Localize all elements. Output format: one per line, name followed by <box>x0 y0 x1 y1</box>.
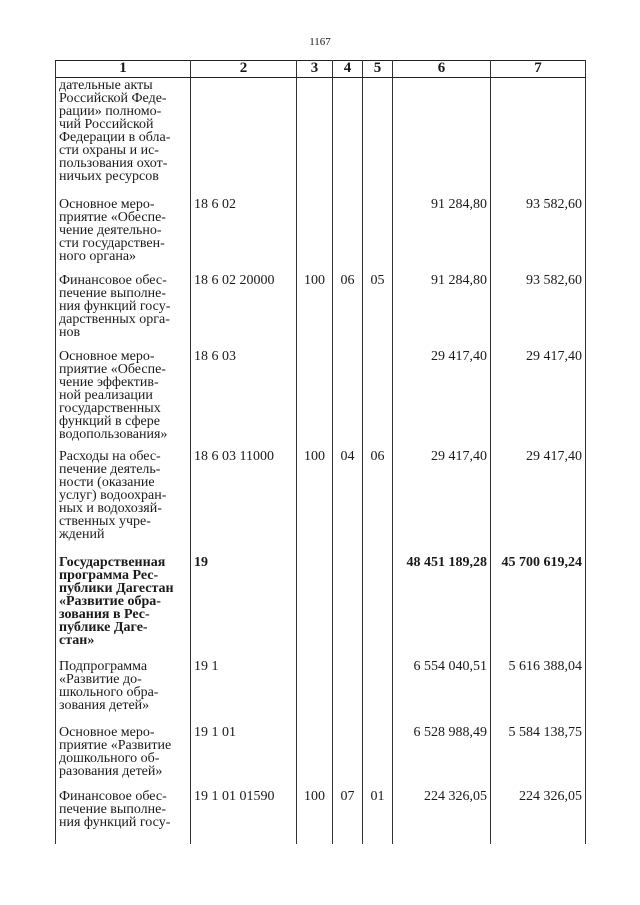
row-name-line: приятие «Развитие <box>59 737 172 753</box>
row-name-line: нов <box>59 324 81 340</box>
row-name-line: государственных <box>59 400 161 416</box>
table-row <box>56 660 586 726</box>
amount-col6-cell: 48 451 189,28 <box>393 556 491 660</box>
col5-cell <box>363 726 393 790</box>
row-name-line: ного органа» <box>59 248 137 264</box>
col4-cell <box>333 78 363 198</box>
col3-cell <box>297 350 333 450</box>
row-name-line: Финансовое обес- <box>59 272 167 288</box>
row-name-line: Основное меро- <box>59 196 155 212</box>
row-name-line: публики Дагестан <box>59 580 174 596</box>
table-row <box>56 350 586 450</box>
row-name-line: чий Российской <box>59 117 154 132</box>
row-name-line: Основное меро- <box>59 724 155 740</box>
amount-col7-cell: 29 417,40 <box>491 350 586 450</box>
amount-col7-cell: 93 582,60 <box>491 198 586 274</box>
col5-cell: 05 <box>363 274 393 350</box>
col4-cell <box>333 198 363 274</box>
row-name-line: ных и водохозяй- <box>59 500 162 516</box>
code-cell: 19 <box>191 556 297 660</box>
row-name-line: публике Даге- <box>59 619 148 635</box>
col3-cell <box>297 726 333 790</box>
row-name-line: рации» полномо- <box>59 104 162 119</box>
budget-table <box>55 60 586 844</box>
row-name-line: водопользования» <box>59 426 168 442</box>
row-name <box>56 726 191 790</box>
row-name-line: сти государствен- <box>59 235 165 251</box>
col3-cell <box>297 660 333 726</box>
row-name-line: ния функций госу- <box>59 298 171 314</box>
col5-cell <box>363 350 393 450</box>
code-cell: 18 6 02 20000 <box>191 274 297 350</box>
header-row <box>56 61 586 78</box>
col5-cell <box>363 198 393 274</box>
row-name-line: программа Рес- <box>59 567 159 583</box>
row-name-line: пользования охот- <box>59 156 168 171</box>
row-name-line: функций в сфере <box>59 413 160 429</box>
row-name-line: ности (оказание <box>59 474 155 490</box>
header-col-6: 6 <box>393 61 491 78</box>
amount-col6-cell: 29 417,40 <box>393 350 491 450</box>
col3-cell <box>297 198 333 274</box>
amount-col7-cell: 45 700 619,24 <box>491 556 586 660</box>
row-name-line: «Развитие до- <box>59 671 142 687</box>
row-name-line: печение выполне- <box>59 801 166 817</box>
row-name <box>56 660 191 726</box>
row-name-line: чение эффектив- <box>59 374 159 390</box>
col4-cell <box>333 556 363 660</box>
col4-cell <box>333 726 363 790</box>
row-name <box>56 450 191 556</box>
col3-cell <box>297 556 333 660</box>
page-number: 1167 <box>309 36 331 48</box>
row-name-line: ждений <box>59 526 105 542</box>
row-name-line: школьного обра- <box>59 684 159 700</box>
code-cell: 18 6 02 <box>191 198 297 274</box>
col5-cell <box>363 660 393 726</box>
amount-col7-cell: 5 584 138,75 <box>491 726 586 790</box>
row-name-line: «Развитие обра- <box>59 593 161 609</box>
row-name-line: чение деятельно- <box>59 222 162 238</box>
header-col-4: 4 <box>333 61 363 78</box>
row-name-line: Государственная <box>59 554 166 570</box>
col4-cell: 06 <box>333 274 363 350</box>
amount-col6-cell: 91 284,80 <box>393 198 491 274</box>
row-name <box>56 790 191 844</box>
header-col-2: 2 <box>191 61 297 78</box>
col4-cell: 04 <box>333 450 363 556</box>
row-name-line: ственных учре- <box>59 513 151 529</box>
row-name-line: Основное меро- <box>59 348 155 364</box>
header-col-5: 5 <box>363 61 393 78</box>
row-name-line: стан» <box>59 632 95 648</box>
row-name-line: услуг) водоохран- <box>59 487 167 503</box>
amount-col6-cell: 29 417,40 <box>393 450 491 556</box>
code-cell: 19 1 01 <box>191 726 297 790</box>
row-name-line: ной реализации <box>59 387 153 403</box>
row-name-line: печение деятель- <box>59 461 161 477</box>
amount-col7-cell <box>491 78 586 198</box>
col5-cell <box>363 556 393 660</box>
row-name-line: печение выполне- <box>59 285 166 301</box>
table-row <box>56 790 586 844</box>
amount-col6-cell: 91 284,80 <box>393 274 491 350</box>
amount-col6-cell: 6 554 040,51 <box>393 660 491 726</box>
row-name <box>56 78 191 198</box>
col3-cell: 100 <box>297 790 333 844</box>
table-row <box>56 78 586 198</box>
col5-cell <box>363 78 393 198</box>
row-name <box>56 350 191 450</box>
table-body <box>56 78 586 844</box>
code-cell: 19 1 01 01590 <box>191 790 297 844</box>
amount-col6-cell <box>393 78 491 198</box>
row-name-line: приятие «Обеспе- <box>59 209 166 225</box>
table-row <box>56 450 586 556</box>
row-name <box>56 274 191 350</box>
table-row <box>56 198 586 274</box>
row-name-line: приятие «Обеспе- <box>59 361 166 377</box>
amount-col6-cell: 224 326,05 <box>393 790 491 844</box>
row-name-line: дательные акты <box>59 78 153 93</box>
table-row <box>56 726 586 790</box>
col3-cell: 100 <box>297 274 333 350</box>
row-name-line: Российской Феде- <box>59 91 167 106</box>
row-name-line: Подпрограмма <box>59 658 148 674</box>
amount-col7-cell: 29 417,40 <box>491 450 586 556</box>
row-name <box>56 198 191 274</box>
col5-cell: 01 <box>363 790 393 844</box>
header-col-7: 7 <box>491 61 586 78</box>
row-name-line: сти охраны и ис- <box>59 143 159 158</box>
row-name-line: Расходы на обес- <box>59 448 161 464</box>
col4-cell <box>333 660 363 726</box>
row-name-line: ния функций госу- <box>59 814 171 830</box>
row-name-line: ничьих ресурсов <box>59 169 159 184</box>
row-name-line: зования в Рес- <box>59 606 150 622</box>
amount-col7-cell: 224 326,05 <box>491 790 586 844</box>
row-name-line: дошкольного об- <box>59 750 160 766</box>
row-name-line: зования детей» <box>59 697 150 713</box>
amount-col6-cell: 6 528 988,49 <box>393 726 491 790</box>
header-col-1: 1 <box>56 61 191 78</box>
row-name-line: Финансовое обес- <box>59 788 167 804</box>
amount-col7-cell: 5 616 388,04 <box>491 660 586 726</box>
code-cell: 19 1 <box>191 660 297 726</box>
col3-cell <box>297 78 333 198</box>
row-name-line: дарственных орга- <box>59 311 170 327</box>
table-row <box>56 556 586 660</box>
col4-cell: 07 <box>333 790 363 844</box>
col5-cell: 06 <box>363 450 393 556</box>
row-name-line: разования детей» <box>59 763 163 779</box>
row-name-line: Федерации в обла- <box>59 130 171 145</box>
table-row <box>56 274 586 350</box>
row-name <box>56 556 191 660</box>
code-cell: 18 6 03 <box>191 350 297 450</box>
col4-cell <box>333 350 363 450</box>
col3-cell: 100 <box>297 450 333 556</box>
header-col-3: 3 <box>297 61 333 78</box>
code-cell: 18 6 03 11000 <box>191 450 297 556</box>
amount-col7-cell: 93 582,60 <box>491 274 586 350</box>
code-cell <box>191 78 297 198</box>
